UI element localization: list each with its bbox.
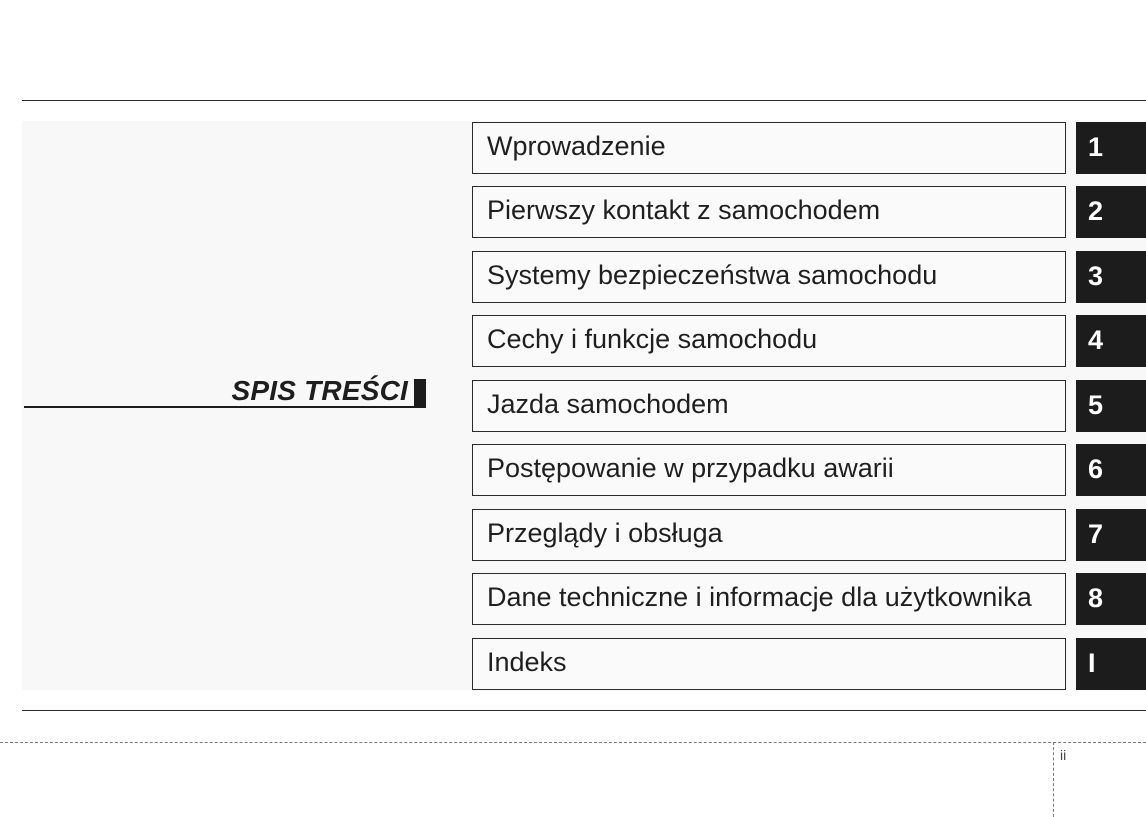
toc-item-number: 8 — [1088, 583, 1104, 613]
toc-item-label: Wprowadzenie — [487, 131, 666, 161]
toc-item-label-box — [472, 573, 1066, 625]
toc-item-number: 5 — [1088, 390, 1104, 420]
toc-item-features[interactable] — [472, 315, 1146, 367]
toc-item-label: Systemy bezpieczeństwa samochodu — [487, 260, 938, 290]
bottom-rule — [22, 710, 1146, 711]
toc-item-driving[interactable] — [472, 380, 1146, 432]
toc-item-tab[interactable] — [1076, 251, 1146, 303]
toc-item-label: Postępowanie w przypadku awarii — [487, 453, 894, 483]
page-number: ii — [1060, 747, 1067, 763]
toc-item-label: Jazda samochodem — [487, 389, 729, 419]
toc-item-number: 6 — [1088, 454, 1104, 484]
toc-item-tab[interactable] — [1076, 509, 1146, 561]
toc-item-label: Przeglądy i obsługa — [487, 518, 723, 548]
toc-item-label-box — [472, 444, 1066, 496]
toc-item-label-box — [472, 315, 1066, 367]
toc-item-label-box — [472, 186, 1066, 238]
section-title-underline — [24, 406, 426, 408]
toc-item-label-box — [472, 638, 1066, 690]
section-title-marker — [414, 379, 426, 406]
footer-dashed-rule — [0, 742, 1146, 743]
toc-item-tab[interactable] — [1076, 638, 1146, 690]
top-rule — [22, 100, 1146, 101]
toc-item-tab[interactable] — [1076, 315, 1146, 367]
toc-item-number: I — [1088, 648, 1096, 678]
section-title: SPIS TREŚCI — [231, 375, 408, 406]
toc-item-label-box — [472, 380, 1066, 432]
toc-item-label: Indeks — [487, 647, 567, 677]
table-of-contents — [472, 122, 1146, 690]
toc-item-specifications[interactable] — [472, 573, 1146, 625]
toc-item-number: 2 — [1088, 196, 1104, 226]
toc-item-tab[interactable] — [1076, 380, 1146, 432]
toc-item-tab[interactable] — [1076, 186, 1146, 238]
toc-item-label-box — [472, 122, 1066, 174]
toc-item-maintenance[interactable] — [472, 509, 1146, 561]
toc-item-label: Pierwszy kontakt z samochodem — [487, 195, 881, 225]
toc-item-emergency[interactable] — [472, 444, 1146, 496]
toc-item-tab[interactable] — [1076, 444, 1146, 496]
toc-item-number: 3 — [1088, 261, 1104, 291]
toc-item-label: Cechy i funkcje samochodu — [487, 324, 818, 354]
toc-item-tab[interactable] — [1076, 573, 1146, 625]
footer-dashed-divider — [1053, 742, 1054, 817]
toc-item-safety-systems[interactable] — [472, 251, 1146, 303]
toc-item-number: 4 — [1088, 325, 1104, 355]
toc-item-number: 1 — [1088, 132, 1104, 162]
section-heading — [24, 375, 426, 409]
toc-item-tab[interactable] — [1076, 122, 1146, 174]
toc-item-label-box — [472, 251, 1066, 303]
toc-item-introduction[interactable] — [472, 122, 1146, 174]
toc-item-number: 7 — [1088, 519, 1104, 549]
toc-item-first-contact[interactable] — [472, 186, 1146, 238]
toc-item-index[interactable] — [472, 638, 1146, 690]
toc-item-label: Dane techniczne i informacje dla użytkownika — [487, 582, 1032, 612]
toc-item-label-box — [472, 509, 1066, 561]
